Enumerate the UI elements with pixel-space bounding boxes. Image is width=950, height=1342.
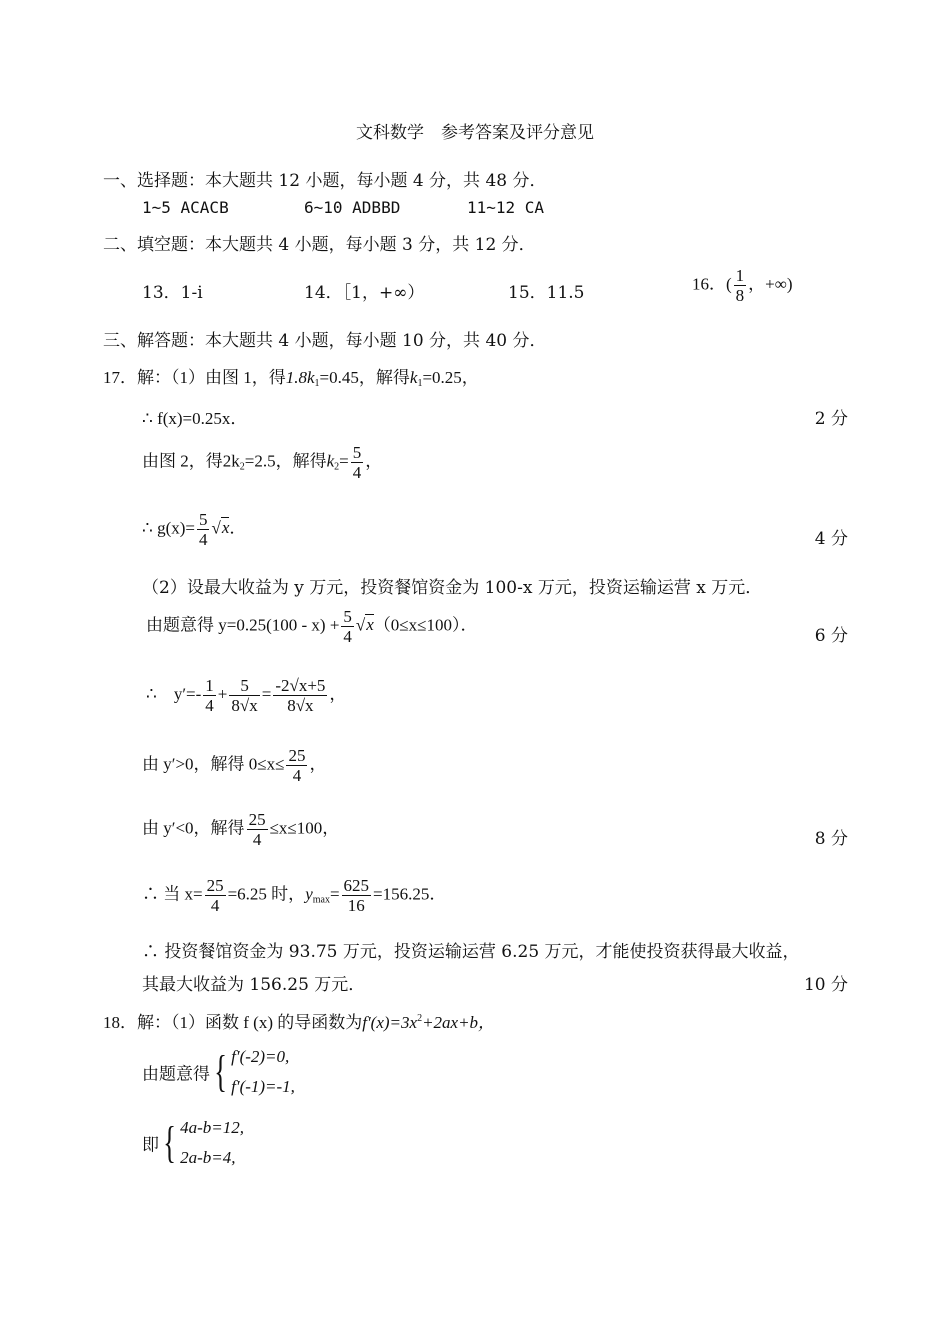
q17-l7-n2: 5	[229, 676, 259, 696]
q17-eq1: 1.8k	[285, 368, 315, 387]
q17-l3c: =2.5，解得	[244, 451, 327, 471]
q17-l4-sqrt: x	[221, 518, 230, 538]
q17-l3d: k	[326, 451, 335, 471]
q17-l10-num2: 625	[343, 876, 370, 895]
q18-l2a: 由题意得	[142, 1064, 210, 1084]
q17-l10sub: max	[312, 894, 330, 906]
q17-l7d: ，	[329, 684, 347, 704]
q17-l10a: ∴ 当 x=	[142, 884, 203, 904]
score-2: 2 分	[814, 409, 848, 429]
q17-l10-den2: 16	[347, 896, 365, 915]
q18-l1sup: 2	[417, 1013, 423, 1024]
q18-l3-r2: 2a-b=4,	[180, 1148, 236, 1167]
q17-eq2b: =0.25，	[422, 368, 479, 387]
q17-l3e: =	[339, 451, 349, 471]
q17-line8	[142, 746, 326, 785]
q17-l3-den: 4	[352, 463, 362, 482]
q17-line5: （2）设最大收益为 y 万元，投资餐馆资金为 100-x 万元，投资运输运营 x 万元．	[142, 578, 763, 598]
score-6: 6 分	[814, 626, 848, 646]
q17-l4-den: 4	[198, 530, 208, 549]
q17-eq1b: =0.45，解得	[319, 368, 410, 387]
q17-l10-num: 25	[206, 876, 224, 895]
q17-line12: 其最大收益为 156.25 万元．	[142, 975, 366, 995]
brace-icon: {	[214, 1047, 227, 1096]
q17-l10-den: 4	[210, 896, 220, 915]
q17-l8-num: 25	[288, 746, 306, 765]
q17-line1	[103, 363, 479, 389]
q17-line11: ∴ 投资餐馆资金为 93.75 万元，投资运输运营 6.25 万元，才能使投资获得最大收益，	[142, 942, 800, 962]
q17-l6-sqrt: x	[366, 615, 374, 635]
mc-answers-11-12: 11~12 CA	[467, 198, 545, 217]
q17-l7b: +	[217, 684, 228, 704]
q17-line10	[142, 876, 446, 915]
fill-q14: 14．［1，+∞）	[304, 283, 425, 303]
q16-open: (	[726, 274, 732, 294]
q17-l6c: （0≤x≤100）．	[373, 615, 478, 635]
q18-l3-r1: 4a-b=12,	[180, 1118, 245, 1137]
q17-l10e: =156.25．	[373, 884, 447, 904]
mc-answers-6-10: 6~10 ADBBD	[304, 198, 401, 217]
q17-l6a: 由题意得 y=0.25(100 - x) +	[146, 615, 340, 635]
q17-l7-n1: 1	[205, 676, 214, 695]
q17-l8-den: 4	[292, 766, 302, 785]
q17-eq2: k	[409, 368, 418, 387]
fill-q16	[692, 266, 793, 305]
q17-l7-d3: 8√x	[287, 696, 314, 715]
mc-answers-1-5: 1~5 ACACB	[142, 198, 229, 217]
score-8: 8 分	[814, 829, 848, 849]
q18-line2	[142, 1042, 295, 1102]
q17-l10c: y	[305, 884, 313, 904]
q17-l8a: 由 y′>0，解得 0≤x≤	[142, 754, 285, 774]
q18-l1b: f′(x)=3x	[362, 1013, 418, 1032]
q17-l9-den: 4	[252, 830, 262, 849]
q17-l9b: ≤x≤100，	[269, 818, 340, 838]
q17-l4a: ∴ g(x)=	[142, 518, 195, 538]
q16-label: 16．	[692, 274, 726, 294]
q18-line3	[142, 1113, 244, 1173]
q17-sub1: 1	[314, 378, 320, 389]
score-10: 10 分	[803, 975, 848, 995]
score-4: 4 分	[814, 529, 848, 549]
q17-l3sub2: 2	[334, 461, 340, 473]
q17-line7	[146, 676, 346, 715]
section-3-heading: 三、解答题：本大题共 4 小题，每小题 10 分，共 40 分．	[103, 331, 547, 351]
fill-q15: 15．11.5	[508, 283, 585, 303]
q17-l7c: =	[261, 684, 272, 704]
section-1-heading: 一、选择题：本大题共 12 小题，每小题 4 分，共 48 分．	[103, 171, 547, 191]
q17-line6: 由题意得 y=0.25(100 - x) + $\frac{5}{4}$ √x（0≤x≤100）．	[146, 607, 478, 646]
q17-l7-d2: 8√x	[231, 696, 258, 715]
section-2-heading: 二、填空题：本大题共 4 小题，每小题 3 分，共 12 分．	[103, 235, 536, 255]
q18-l2-r2: f′(-1)=-1,	[231, 1077, 295, 1096]
q17-l10d: =	[329, 884, 340, 904]
q17-l7-n3: -2√x+5	[275, 676, 326, 695]
fill-q13: 13．1-i	[142, 283, 203, 303]
q17-l9-num: 25	[248, 810, 266, 829]
q16-rest: ，+∞)	[748, 274, 793, 294]
q17-line2: ∴ f(x)=0.25x．	[142, 409, 248, 428]
q17-l3f: ，	[365, 451, 383, 471]
q17-line3	[142, 443, 382, 482]
q17-l6-num: 5	[343, 607, 352, 626]
q18-l1c: +2ax+b，	[422, 1013, 496, 1032]
q17-l3sub: 2	[239, 461, 245, 473]
q17-l4-num: 5	[198, 510, 208, 529]
q17-l7-d1: 4	[205, 696, 214, 715]
q17-l7a: ∴ y′=-	[146, 684, 202, 704]
q16-den: 8	[735, 286, 745, 305]
q18-l3a: 即	[142, 1135, 159, 1155]
q18-l1a: 18．解：（1）函数 f (x) 的导函数为	[103, 1013, 363, 1032]
q17-l6-den: 4	[343, 627, 352, 646]
q17-l10b: =6.25 时，	[227, 884, 306, 904]
q17-l4c: ．	[229, 518, 247, 538]
q17-line4: ∴ g(x)= $\frac{5}{4}$ √x．	[142, 510, 247, 549]
q17-l9a: 由 y′<0，解得	[142, 818, 245, 838]
q17-line9	[142, 810, 339, 849]
q17-intro: 17．解：（1）由图 1，得	[103, 368, 286, 387]
q17-l8b: ，	[309, 754, 327, 774]
page-title: 文科数学 参考答案及评分意见	[356, 123, 594, 143]
q18-l2-r1: f′(-2)=0,	[231, 1047, 290, 1066]
q17-l3-num: 5	[352, 443, 362, 462]
brace-icon: {	[163, 1118, 176, 1167]
q17-l3a: 由图 2，得	[142, 451, 223, 471]
q17-sub1b: 1	[417, 378, 423, 389]
q17-l3b: 2k	[222, 451, 240, 471]
q18-line1	[103, 1008, 495, 1033]
q16-num: 1	[735, 266, 745, 285]
